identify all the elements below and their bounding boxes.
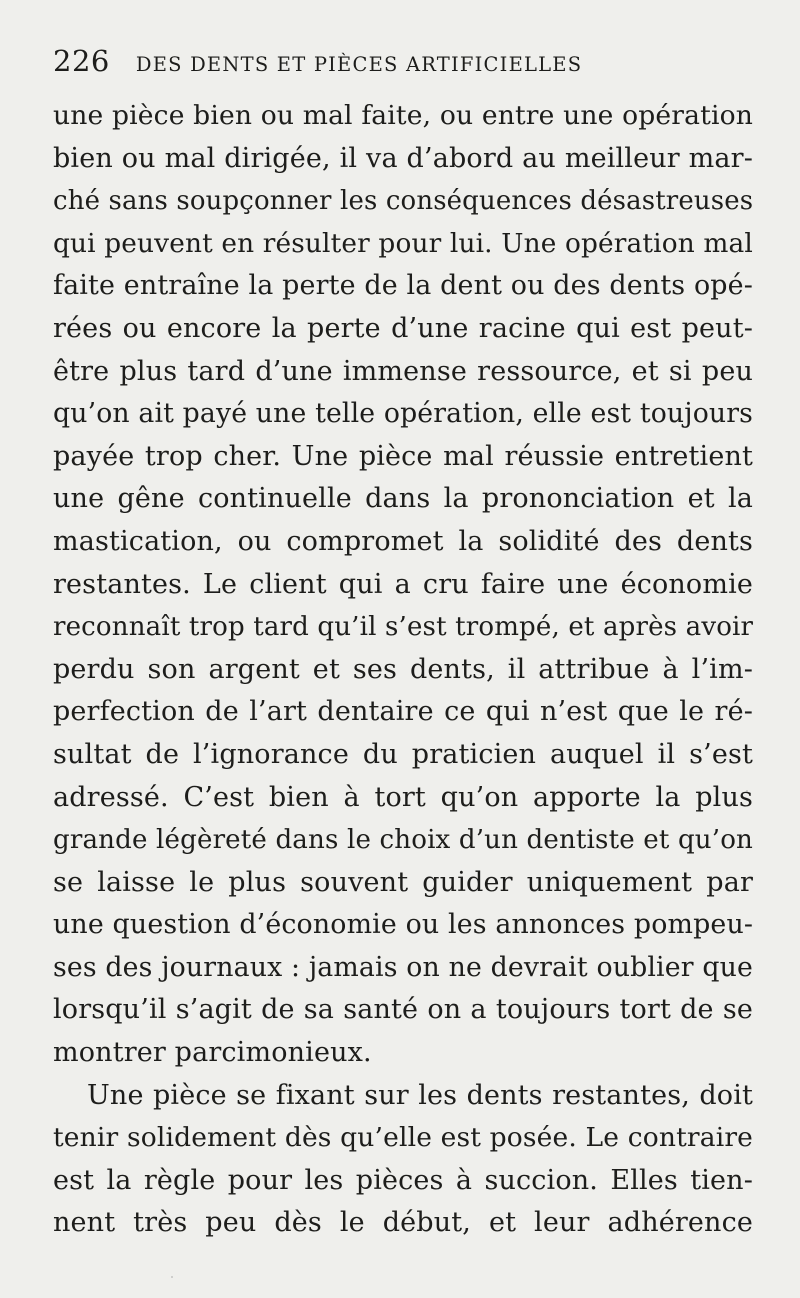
text-line: mastication, ou compromet la solidité des dents [53,525,753,557]
paper-speck [708,1220,710,1222]
text-line: nent très peu dès le début, et leur adhérence [53,1207,753,1239]
paragraph-first-line: Une pièce se fixant sur les dents restantes, doit [87,1079,753,1111]
running-title: DES DENTS ET PIÈCES ARTIFICIELLES [135,53,583,76]
text-line: reconnaît trop tard qu’il s’est trompé, et après avoir [53,612,754,643]
text-line: rées ou encore la perte d’une racine qui est peut- [53,312,753,344]
text-line: qui peuvent en résulter pour lui. Une opération mal [53,228,753,259]
text-line: perdu son argent et ses dents, il attribue à l’im- [53,653,753,685]
text-line: adressé. C’est bien à tort qu’on apporte la plus [53,781,753,813]
text-line: grande légèreté dans le choix d’un dentiste et qu’on [53,825,754,856]
text-line: qu’on ait payé une telle opération, elle est toujours [53,398,753,430]
text-line: ché sans soupçonner les conséquences désastreuses [53,186,754,217]
page-number: 226 [53,44,110,78]
text-line: bien ou mal dirigée, il va d’abord au meilleur mar- [53,142,753,174]
text-line: perfection de l’art dentaire ce qui n’est que le ré- [53,696,753,728]
text-line: lorsqu’il s’agit de sa santé on a toujours tort de se [53,994,753,1026]
paragraph-last-line: montrer parcimonieux. [53,1037,372,1069]
text-line: se laisse le plus souvent guider uniquement par [53,866,753,898]
text-line: payée trop cher. Une pièce mal réussie entretient [53,440,753,472]
text-line: une pièce bien ou mal faite, ou entre une opération [53,100,753,131]
text-line: restantes. Le client qui a cru faire une économie [53,568,753,600]
text-line: être plus tard d’une immense ressource, et si peu [53,355,753,387]
paper-speck [746,790,748,792]
text-line: est la règle pour les pièces à succion. Elles tien- [53,1164,753,1196]
paper-speck [171,1276,173,1278]
body-text [53,95,753,1245]
text-line: ses des journaux : jamais on ne devrait oublier que [53,951,753,983]
text-line: tenir solidement dès qu’elle est posée. Le contraire [53,1122,753,1154]
text-line: une question d’économie ou les annonces pompeu- [53,909,754,941]
text-line: une gêne continuelle dans la prononciation et la [53,483,753,515]
text-line: faite entraîne la perte de la dent ou des dents opé- [53,270,753,302]
page-header [53,44,756,84]
text-line: sultat de l’ignorance du praticien auquel il s’est [53,738,753,770]
